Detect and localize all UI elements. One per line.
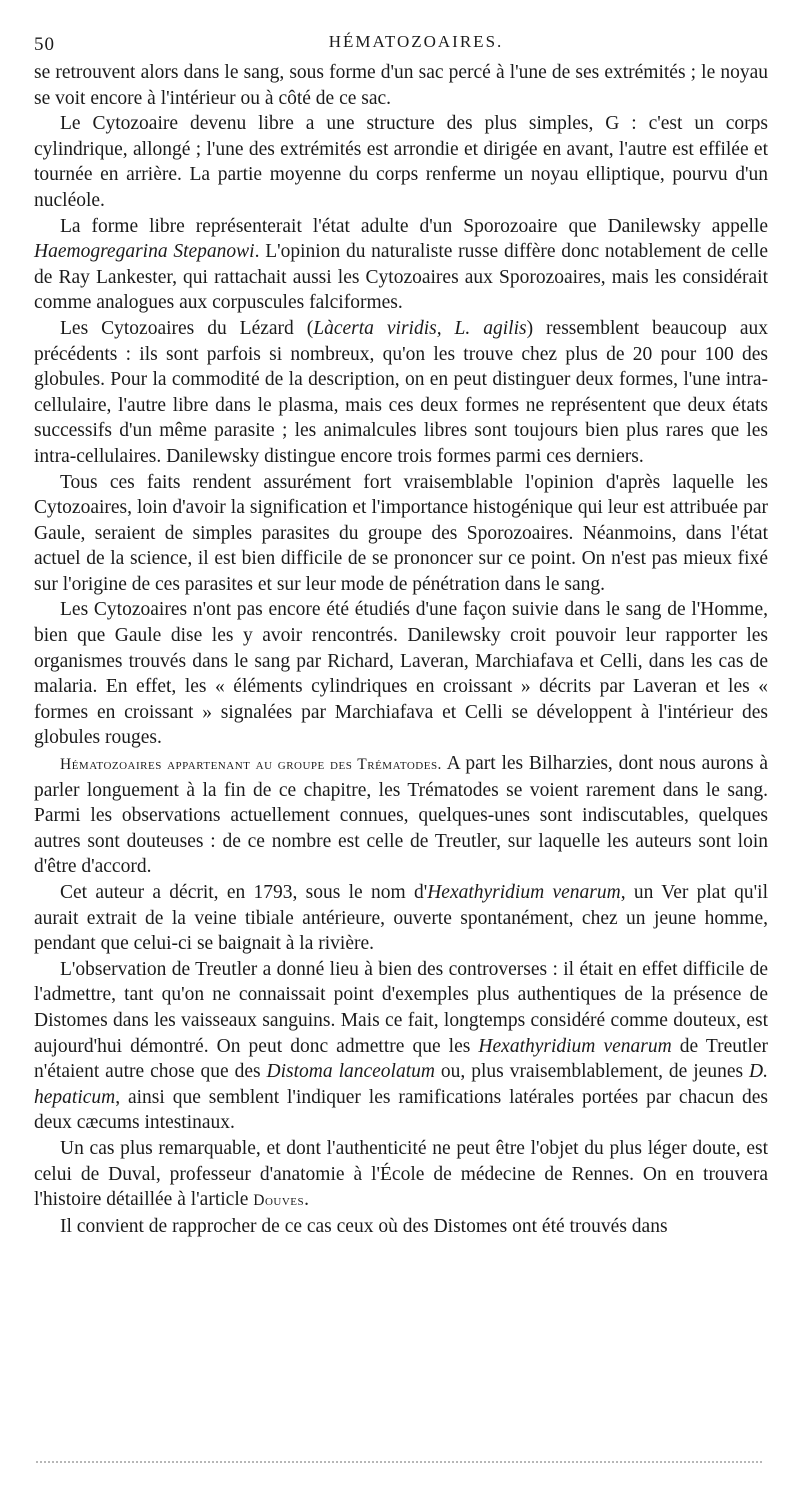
paragraph-5: Tous ces faits rendent assurément fort vraisemblable l'opinion d'après laquelle les Cytozoaires, loin d'avoir la signification et l'importance histogénique qui leur est attribuée par Gaule, seraient de simples parasites du groupe des Sporozoaires. Néanmoins, dans l'état actuel de la science, il est bien difficile de se prononcer sur ce point. On n'est pas mieux fixé sur l'origine de ces parasites et sur leur mode de pénétration dans le sang.: [34, 471, 768, 595]
paragraph-10: [34, 1136, 768, 1214]
page-number: 50: [34, 34, 55, 55]
paragraph-1: se retrouvent alors dans le sang, sous forme d'un sac percé à l'une de ses extrémités ; le noyau se voit encore à l'intérieur ou à côté de ce sac.: [34, 62, 768, 109]
paragraph-11: Il convient de rapprocher de ce cas ceux où des Distomes ont été trouvés dans: [60, 1215, 668, 1237]
species-name: Haemogregarina Stepanowi: [34, 241, 255, 263]
cross-reference: Douves: [253, 1192, 305, 1210]
paragraph-4: [34, 316, 768, 470]
running-title: HÉMATOZOAIRES.: [328, 32, 504, 51]
text-run: , ainsi que semblent l'indiquer les ramifications latérales portées par chacun des deux cæcums intestinaux.: [34, 1086, 768, 1134]
book-page: [34, 26, 768, 1239]
paragraph-6: Les Cytozoaires n'ont pas encore été étudiés d'une façon suivie dans le sang de l'Homme, bien que Gaule dise les y avoir rencontrés. Danilewsky croit pouvoir leur rapporter les organismes trouvés dans le sang par Richard, Laveran, Marchiafava et Celli, dans les cas de malaria. En effet, les « éléments cylindriques en croissant » décrits par Laveran et les « formes en croissant » signalées par Marchiafava et Celli se développent à l'intérieur des globules rouges.: [34, 599, 768, 749]
species-name: Hexathyridium venarum: [478, 1035, 672, 1057]
paragraph-2: Le Cytozoaire devenu libre a une structure des plus simples, G : c'est un corps cylindrique, allongé ; l'une des extrémités est arrondie et dirigée en avant, l'autre est effilée et tournée en arrière. La partie moyenne du corps renferme un noyau elliptique, pourvu d'un nucléole.: [34, 113, 768, 211]
text-run: La forme libre représenterait l'état adulte d'un Sporozoaire que Danilewsky appelle: [60, 215, 768, 237]
species-name: D. hepaticum: [34, 1061, 768, 1108]
text-run: ou, plus vraisemblablement, de jeunes: [434, 1061, 750, 1083]
text-run: Un cas plus remarquable, et dont l'authenticité ne peut être l'objet du plus léger doute, est celui de Duval, professeur d'anatomie à l'École de médecine de Rennes. On en trouvera l'histoire détaillée à l'article: [34, 1137, 768, 1211]
section-heading: Hématozoaires appartenant au groupe des Trématodes.: [60, 756, 442, 774]
footer-divider: [36, 1461, 762, 1463]
text-run: Les Cytozoaires du Lézard (: [60, 317, 314, 339]
text-run: Cet auteur a décrit, en 1793, sous le nom d': [60, 882, 428, 903]
running-head: [34, 26, 768, 60]
text-run: de Treutler n'étaient autre chose que des: [34, 1035, 769, 1083]
species-name: Hexathyridium venarum: [427, 882, 621, 903]
paragraph-8: [34, 880, 768, 957]
paragraph-7: [34, 751, 768, 880]
paragraph-9: [34, 957, 768, 1136]
text-run: A part les Bilharzies, dont nous aurons à parler longuement à la fin de ce chapitre, les Trématodes se voient rarement dans le sang. Parmi les observations actuellement connues, quelques-unes sont indiscutables, quelques autres sont douteuses : de ce nombre est celle de Treutler, sur laquelle les auteurs sont loin d'être d'accord.: [34, 753, 768, 878]
text-run: . L'opinion du naturaliste russe diffère donc notablement de celle de Ray Lankester, qui rattachait aussi les Cytozoaires aux Sporozoaires, mais les considérait comme analogues aux corpuscules falciformes.: [34, 241, 768, 314]
text-run: , un Ver plat qu'il aurait extrait de la veine tibiale antérieure, ouverte spontanément, chez un jeune homme, pendant que celui-ci se baignait à la rivière.: [34, 882, 768, 955]
body-text: [34, 60, 768, 1239]
species-name: Distoma lanceolatum: [266, 1061, 435, 1083]
text-run: L'observation de Treutler a donné lieu à bien des controverses : il était en effet difficile de l'admettre, tant qu'on ne connaissait point d'exemples plus authentiques de la présence de Distomes dans les vaisseaux sanguins. Mais ce fait, longtemps considéré comme douteux, est aujourd'hui démontré. On peut donc admettre que les: [34, 958, 768, 1057]
text-run: ) ressemblent beaucoup aux précédents : ils sont parfois si nombreux, qu'on les trouve chez plus de 20 pour 100 des globules. Pour la commodité de la description, on en peut distinguer deux formes, l'une intra-cellulaire, l'autre libre dans le plasma, mais ces deux formes ne représentent que deux états successifs d'un même parasite ; les animalcules libres sont toujours bien plus rares que les intra-cellulaires. Danilewsky distingue encore trois formes parmi ces derniers.: [34, 317, 768, 467]
species-name: Làcerta viridis, L. agilis: [313, 317, 527, 339]
paragraph-3: [34, 214, 768, 316]
text-run: .: [304, 1189, 310, 1211]
